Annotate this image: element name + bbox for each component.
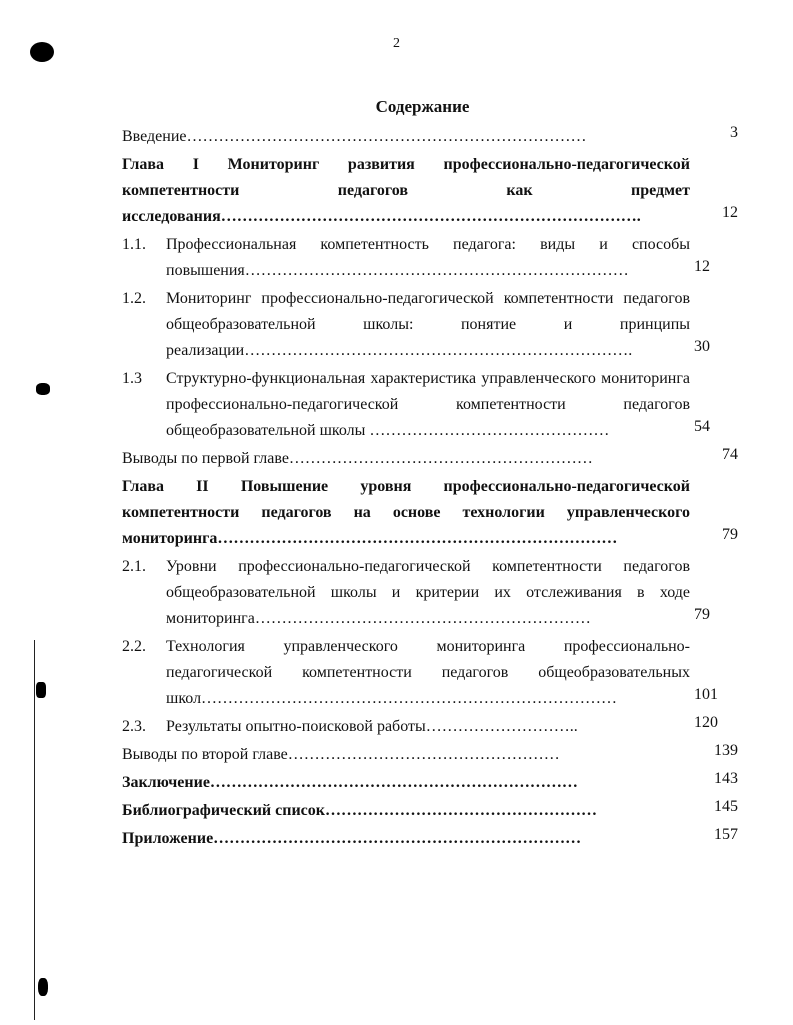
scan-smudge bbox=[36, 682, 46, 698]
scan-edge-line bbox=[34, 640, 35, 1020]
toc-entry: 1.3 Структурно-функциональная характеристика управленческого мониторинга профессионально-педагогической компетентности педагогов общеобразовательной школы ……………………………………… 54 bbox=[122, 366, 742, 444]
toc-entry-page: 139 bbox=[714, 742, 738, 759]
toc-entry bbox=[122, 124, 742, 150]
toc-entry-text: Выводы по первой главе………………………………………………… bbox=[122, 450, 593, 467]
toc-entry-number: 2.1. bbox=[122, 558, 146, 575]
toc-entry-text: Глава II Повышение уровня профессионально-педагогической компетентности педагогов на основе технологии управленческого мониторинга………………………………………………………………… bbox=[122, 478, 690, 547]
toc-entry-text: Заключение…………………………………………………………… bbox=[122, 774, 578, 791]
toc-entry: 1.2. Мониторинг профессионально-педагогической компетентности педагогов общеобразовательной школы: понятие и принципы реализации………………………………………………………………. 30 bbox=[122, 286, 742, 364]
toc-entry-number: 2.2. bbox=[122, 638, 146, 655]
toc-entry-text: Мониторинг профессионально-педагогической компетентности педагогов общеобразовательной школы: понятие и принципы реализации………………………………………………………………. bbox=[166, 290, 690, 359]
scan-smudge bbox=[36, 383, 50, 395]
toc-entry-text: Введение………………………………………………………………… bbox=[122, 128, 587, 145]
scan-smudge bbox=[30, 42, 54, 62]
toc-entry-number: 1.1. bbox=[122, 236, 146, 253]
toc-entry-page: 157 bbox=[714, 826, 738, 843]
toc-entry bbox=[122, 446, 742, 472]
toc-entry-text: Уровни профессионально-педагогической компетентности педагогов общеобразовательной школы и критерии их отслеживания в ходе мониторинга……………………………………………………… bbox=[166, 558, 690, 627]
toc-entry bbox=[122, 826, 742, 852]
toc-entry bbox=[122, 798, 742, 824]
toc-entry-page: 145 bbox=[714, 798, 738, 815]
toc-entry-page: 79 bbox=[722, 526, 738, 543]
toc-entry bbox=[122, 474, 742, 552]
toc-entry-text: Технология управленческого мониторинга профессионально-педагогической компетентности педагогов общеобразовательных школ…………………………………………………………………… bbox=[166, 638, 690, 707]
toc-entry: 2.1. Уровни профессионально-педагогической компетентности педагогов общеобразовательной школы и критерии их отслеживания в ходе мониторинга……………………………………………………… 79 bbox=[122, 554, 742, 632]
toc-entry: 1.1. Профессиональная компетентность педагога: виды и способы повышения……………………………………………………………… 12 bbox=[122, 232, 742, 284]
toc-entry-page: 143 bbox=[714, 770, 738, 787]
toc-entry-text: Результаты опытно-поисковой работы……………………….. bbox=[166, 718, 578, 735]
toc-entry: 2.2. Технология управленческого мониторинга профессионально-педагогической компетентности педагогов общеобразовательных школ…………………………………………………………………… 101 bbox=[122, 634, 742, 712]
toc-title: Содержание bbox=[375, 97, 470, 116]
toc-entry-number: 1.3 bbox=[122, 370, 142, 387]
toc-entry-text: Библиографический список…………………………………………… bbox=[122, 802, 597, 819]
toc-entry-number: 1.2. bbox=[122, 290, 146, 307]
toc-entry: 2.3. Результаты опытно-поисковой работы……………………….. 120 bbox=[122, 714, 742, 740]
toc-entry bbox=[122, 770, 742, 796]
toc-entry-text: Профессиональная компетентность педагога: виды и способы повышения……………………………………………………………… bbox=[166, 236, 690, 279]
toc-entry-text: Выводы по второй главе…………………………………………… bbox=[122, 746, 560, 763]
toc-entry-page: 12 bbox=[722, 204, 738, 221]
toc-entry bbox=[122, 742, 742, 768]
scan-smudge bbox=[38, 978, 48, 996]
page-number: 2 bbox=[393, 36, 400, 51]
toc-entry-page: 3 bbox=[730, 124, 738, 141]
toc-entry-number: 2.3. bbox=[122, 718, 146, 735]
toc-entry-text: Структурно-функциональная характеристика управленческого мониторинга профессионально-педагогической компетентности педагогов общеобразовательной школы ……………………………………… bbox=[166, 370, 690, 439]
table-of-contents bbox=[122, 124, 742, 852]
toc-entry-page: 74 bbox=[722, 446, 738, 463]
toc-entry-text: Глава I Мониторинг развития профессионально-педагогической компетентности педагогов как предмет исследования……………………………………………………………………. bbox=[122, 156, 690, 225]
toc-entry bbox=[122, 152, 742, 230]
toc-entry-text: Приложение…………………………………………………………… bbox=[122, 830, 582, 847]
